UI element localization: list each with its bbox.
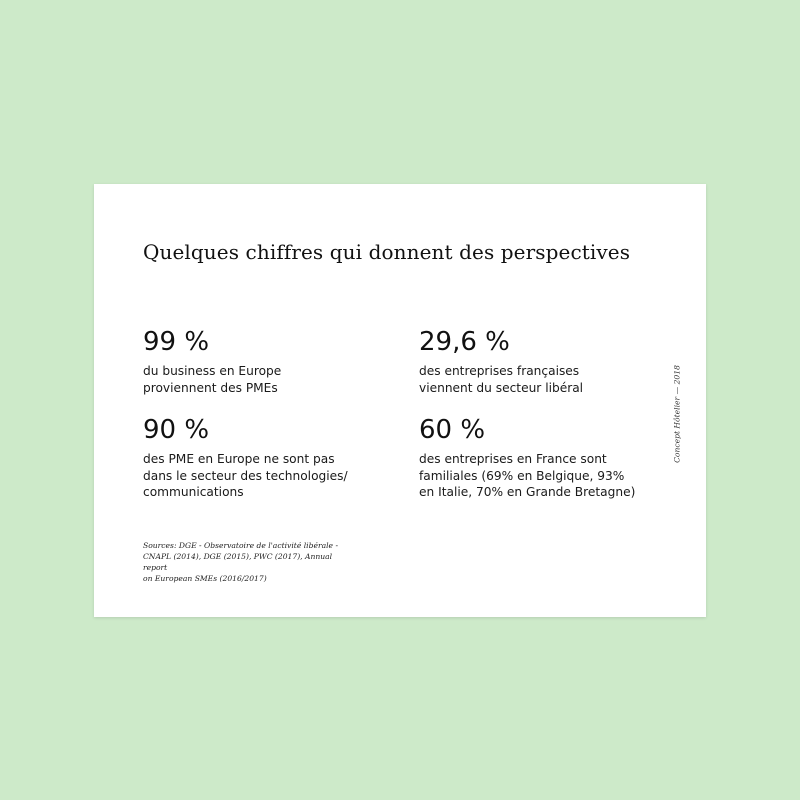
- stat-description-line: viennent du secteur libéral: [419, 380, 584, 395]
- stat-description-line: proviennent des PMEs: [143, 380, 278, 395]
- sources-note: [143, 540, 358, 584]
- stat-description-line: communications: [143, 485, 244, 499]
- stat-value: 90 %: [143, 415, 210, 445]
- stat-block-secteur-liberal: [419, 327, 649, 396]
- stat-description-line: du business en Europe: [143, 364, 282, 378]
- page-title: Quelques chiffres qui donnent des perspectives: [143, 240, 631, 264]
- stat-value: 99 %: [143, 327, 210, 357]
- stat-description: [419, 363, 649, 396]
- stat-value: 60 %: [419, 415, 486, 445]
- stat-block-business-europe: [143, 327, 373, 396]
- stat-description-line: des PME en Europe ne sont pas: [143, 452, 335, 466]
- stat-description-line: des entreprises françaises: [419, 364, 580, 378]
- stat-block-pme-technologies: [143, 415, 373, 501]
- stat-description-line: familiales (69% en Belgique, 93%: [419, 468, 625, 483]
- stat-value: 29,6 %: [419, 327, 510, 357]
- sources-line: on European SMEs (2016/2017): [143, 574, 267, 583]
- stat-block-entreprises-familiales: [419, 415, 649, 501]
- stat-description-line: dans le secteur des technologies/: [143, 468, 348, 483]
- sources-line: CNAPL (2014), DGE (2015), PWC (2017), Annual report: [143, 552, 333, 572]
- stat-description: [419, 451, 649, 501]
- sources-line: Sources: DGE - Observatoire de l'activité libérale -: [143, 541, 339, 550]
- vertical-caption: Concept Hôtelier — 2018: [672, 365, 682, 463]
- stat-description-line: en Italie, 70% en Grande Bretagne): [419, 485, 636, 499]
- stat-description-line: des entreprises en France sont: [419, 452, 607, 466]
- stat-description: [143, 451, 373, 501]
- stat-description: [143, 363, 373, 396]
- stats-card: [94, 184, 706, 617]
